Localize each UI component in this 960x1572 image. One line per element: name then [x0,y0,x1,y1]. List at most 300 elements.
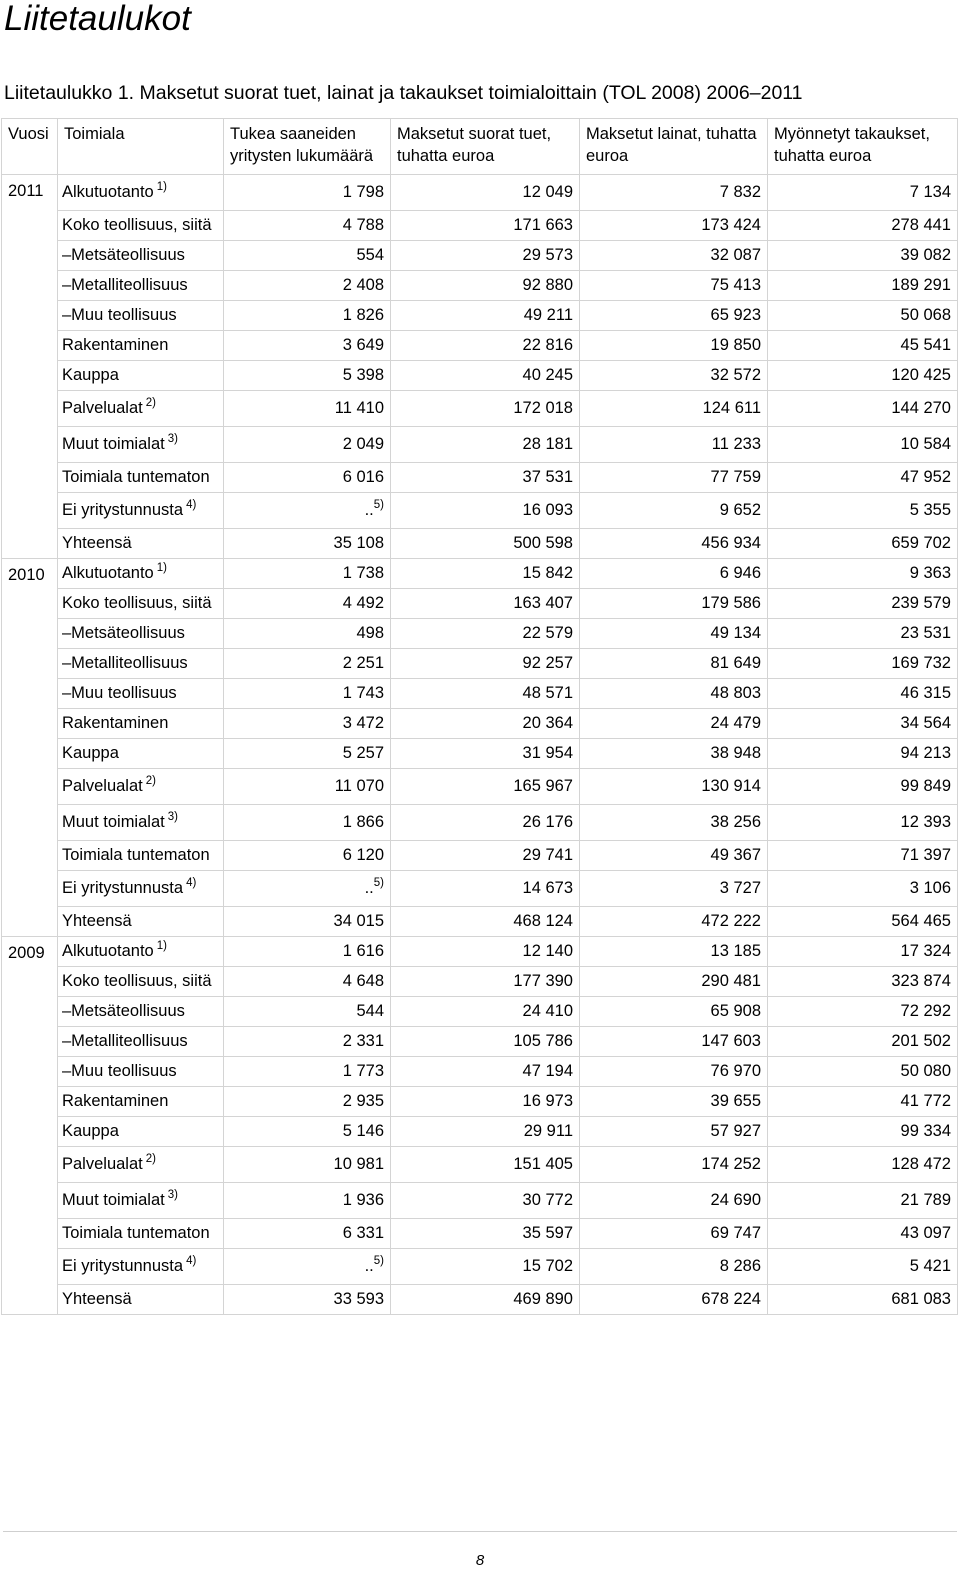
data-table [1,118,958,1315]
loans-value: 49 367 [710,846,761,864]
loans-cell [580,739,768,769]
header-sector: Toimiala [58,119,224,175]
table-row [2,739,958,769]
direct-cell [391,559,580,589]
sector-cell [58,175,224,211]
loans-value: 24 479 [710,714,761,732]
companies-cell [224,331,391,361]
direct-value: 92 257 [522,654,573,672]
table-row [2,619,958,649]
sector-label: –Metalliteollisuus [62,1032,188,1050]
direct-value: 48 571 [522,684,573,702]
footnote-marker: 4) [186,1255,197,1267]
table-row [2,1219,958,1249]
companies-cell [224,769,391,805]
loans-value: 456 934 [701,534,761,552]
sector-label: Koko teollisuus, siitä [62,216,212,234]
loans-value: 38 256 [710,813,761,831]
sector-cell [58,805,224,841]
guarantees-cell [768,1219,958,1249]
table-row [2,997,958,1027]
loans-value: 57 927 [710,1122,761,1140]
page-heading: Liitetaulukot [4,0,191,38]
table-row [2,175,958,211]
header-guarantees: Myönnetyt takaukset, tuhatta euroa [768,119,958,175]
table-row [2,391,958,427]
direct-value: 29 573 [522,246,573,264]
loans-value: 8 286 [719,1257,761,1275]
sector-cell [58,709,224,739]
direct-cell [391,1219,580,1249]
companies-value: 498 [356,624,384,642]
table-row [2,769,958,805]
companies-cell [224,175,391,211]
direct-value: 26 176 [522,813,573,831]
loans-value: 65 908 [710,1002,761,1020]
companies-value: 5 257 [342,744,384,762]
sector-cell [58,649,224,679]
sector-cell [58,1027,224,1057]
guarantees-cell [768,619,958,649]
table-row [2,589,958,619]
header-year: Vuosi [2,119,58,175]
loans-cell [580,175,768,211]
sector-label: Ei yritystunnusta [62,879,184,897]
loans-cell [580,559,768,589]
sector-label: –Metalliteollisuus [62,654,188,672]
companies-value: 1 798 [342,183,384,201]
guarantees-value: 189 291 [891,276,951,294]
direct-cell [391,649,580,679]
footnote-marker: 3) [167,811,178,823]
loans-value: 179 586 [701,594,761,612]
sector-label: Koko teollisuus, siitä [62,972,212,990]
sector-cell [58,739,224,769]
guarantees-value: 94 213 [900,744,951,762]
companies-cell [224,907,391,937]
guarantees-cell [768,871,958,907]
sector-cell [58,967,224,997]
footnote-marker: 5) [373,1255,384,1267]
guarantees-cell [768,463,958,493]
direct-value: 31 954 [522,744,573,762]
direct-cell [391,841,580,871]
sector-label: Palvelualat [62,399,143,417]
direct-value: 500 598 [513,534,573,552]
loans-value: 32 087 [710,246,761,264]
direct-value: 24 410 [522,1002,573,1020]
sector-cell [58,301,224,331]
sector-label: Kauppa [62,744,119,762]
sector-label: Yhteensä [62,1290,132,1308]
direct-cell [391,997,580,1027]
loans-cell [580,427,768,463]
guarantees-cell [768,331,958,361]
table-row [2,1285,958,1315]
direct-cell [391,967,580,997]
direct-value: 14 673 [522,879,573,897]
footer-divider [3,1531,957,1532]
companies-cell [224,679,391,709]
sector-cell [58,529,224,559]
direct-value: 16 093 [522,501,573,519]
guarantees-value: 323 874 [891,972,951,990]
loans-value: 678 224 [701,1290,761,1308]
companies-value: 1 866 [342,813,384,831]
companies-cell [224,1249,391,1285]
guarantees-value: 144 270 [891,399,951,417]
direct-cell [391,463,580,493]
companies-value: 1 738 [342,564,384,582]
sector-cell [58,493,224,529]
guarantees-value: 47 952 [900,468,951,486]
companies-value: 1 826 [342,306,384,324]
loans-cell [580,907,768,937]
companies-value: 4 492 [342,594,384,612]
table-title: Liitetaulukko 1. Maksetut suorat tuet, lainat ja takaukset toimialoittain (TOL 2008) 2006–2011 [4,82,803,104]
loans-cell [580,301,768,331]
loans-value: 75 413 [710,276,761,294]
footnote-marker: 3) [167,1189,178,1201]
sector-cell [58,589,224,619]
sector-label: Palvelualat [62,777,143,795]
companies-cell [224,619,391,649]
sector-label: –Metsäteollisuus [62,624,185,642]
sector-label: Toimiala tuntematon [62,468,210,486]
sector-label: Alkutuotanto [62,942,154,960]
loans-cell [580,619,768,649]
sector-cell [58,331,224,361]
sector-label: –Metsäteollisuus [62,1002,185,1020]
direct-cell [391,1027,580,1057]
loans-cell [580,463,768,493]
footnote-marker: 4) [186,499,197,511]
guarantees-value: 71 397 [900,846,951,864]
direct-cell [391,529,580,559]
direct-cell [391,175,580,211]
table-row [2,271,958,301]
companies-cell [224,271,391,301]
guarantees-value: 169 732 [891,654,951,672]
table-row [2,937,958,967]
companies-cell [224,739,391,769]
table-row [2,1057,958,1087]
sector-label: Toimiala tuntematon [62,1224,210,1242]
companies-cell [224,1057,391,1087]
table-row [2,331,958,361]
page-number: 8 [475,1552,485,1569]
direct-value: 105 786 [513,1032,573,1050]
sector-cell [58,997,224,1027]
guarantees-value: 120 425 [891,366,951,384]
companies-cell [224,361,391,391]
guarantees-cell [768,805,958,841]
sector-cell [58,871,224,907]
guarantees-value: 23 531 [900,624,951,642]
loans-value: 290 481 [701,972,761,990]
companies-cell [224,301,391,331]
companies-value: 6 120 [342,846,384,864]
sector-cell [58,1117,224,1147]
loans-cell [580,997,768,1027]
direct-cell [391,679,580,709]
direct-cell [391,769,580,805]
sector-cell [58,769,224,805]
loans-cell [580,391,768,427]
companies-value: .. [364,879,374,897]
loans-cell [580,331,768,361]
direct-cell [391,271,580,301]
companies-cell [224,463,391,493]
header-loans: Maksetut lainat, tuhatta euroa [580,119,768,175]
loans-cell [580,1117,768,1147]
table-row [2,1027,958,1057]
direct-value: 15 702 [522,1257,573,1275]
companies-value: 3 472 [342,714,384,732]
footnote-marker: 2) [145,397,156,409]
loans-cell [580,589,768,619]
loans-value: 9 652 [719,501,761,519]
direct-cell [391,907,580,937]
direct-value: 165 967 [513,777,573,795]
guarantees-value: 12 393 [900,813,951,831]
loans-cell [580,709,768,739]
guarantees-value: 43 097 [900,1224,951,1242]
sector-cell [58,1249,224,1285]
guarantees-cell [768,1183,958,1219]
guarantees-cell [768,709,958,739]
sector-label: Muut toimialat [62,435,165,453]
companies-value: 33 593 [333,1290,384,1308]
loans-value: 173 424 [701,216,761,234]
direct-cell [391,619,580,649]
guarantees-value: 99 334 [900,1122,951,1140]
loans-cell [580,493,768,529]
guarantees-value: 128 472 [891,1155,951,1173]
loans-cell [580,1057,768,1087]
table-row [2,211,958,241]
guarantees-value: 564 465 [891,912,951,930]
sector-label: –Muu teollisuus [62,1062,177,1080]
direct-cell [391,427,580,463]
direct-cell [391,391,580,427]
companies-cell [224,559,391,589]
guarantees-cell [768,967,958,997]
footnote-marker: 1) [156,562,167,574]
companies-cell [224,841,391,871]
companies-value: 5 398 [342,366,384,384]
table-row [2,1183,958,1219]
direct-value: 35 597 [522,1224,573,1242]
guarantees-value: 21 789 [900,1191,951,1209]
loans-value: 69 747 [710,1224,761,1242]
companies-value: 1 616 [342,942,384,960]
direct-value: 171 663 [513,216,573,234]
sector-label: –Muu teollisuus [62,306,177,324]
guarantees-cell [768,391,958,427]
loans-cell [580,1219,768,1249]
direct-value: 92 880 [522,276,573,294]
loans-cell [580,1147,768,1183]
sector-cell [58,907,224,937]
sector-label: Rakentaminen [62,336,169,354]
footnote-marker: 3) [167,433,178,445]
table-row [2,805,958,841]
guarantees-cell [768,1285,958,1315]
footnote-marker: 1) [156,181,167,193]
direct-value: 163 407 [513,594,573,612]
guarantees-cell [768,769,958,805]
guarantees-cell [768,907,958,937]
loans-value: 174 252 [701,1155,761,1173]
companies-cell [224,391,391,427]
guarantees-cell [768,211,958,241]
loans-cell [580,1285,768,1315]
footnote-marker: 5) [373,877,384,889]
table-row [2,967,958,997]
companies-cell [224,709,391,739]
direct-value: 22 816 [522,336,573,354]
sector-cell [58,1285,224,1315]
loans-value: 38 948 [710,744,761,762]
guarantees-value: 17 324 [900,942,951,960]
guarantees-cell [768,1249,958,1285]
sector-label: Kauppa [62,366,119,384]
guarantees-cell [768,1027,958,1057]
companies-cell [224,1027,391,1057]
loans-value: 24 690 [710,1191,761,1209]
sector-cell [58,559,224,589]
guarantees-cell [768,937,958,967]
table-row [2,1147,958,1183]
guarantees-cell [768,427,958,463]
direct-value: 468 124 [513,912,573,930]
companies-cell [224,241,391,271]
loans-cell [580,967,768,997]
companies-value: 4 788 [342,216,384,234]
sector-label: Koko teollisuus, siitä [62,594,212,612]
loans-value: 81 649 [710,654,761,672]
header-direct-support: Maksetut suorat tuet, tuhatta euroa [391,119,580,175]
guarantees-cell [768,739,958,769]
loans-value: 3 727 [719,879,761,897]
guarantees-cell [768,997,958,1027]
guarantees-cell [768,1057,958,1087]
companies-cell [224,997,391,1027]
guarantees-value: 50 080 [900,1062,951,1080]
companies-value: 11 410 [334,399,384,417]
loans-cell [580,679,768,709]
guarantees-value: 659 702 [891,534,951,552]
companies-value: .. [364,501,374,519]
companies-value: 35 108 [333,534,384,552]
loans-cell [580,361,768,391]
guarantees-cell [768,361,958,391]
loans-cell [580,871,768,907]
guarantees-value: 278 441 [891,216,951,234]
direct-cell [391,211,580,241]
guarantees-cell [768,589,958,619]
guarantees-value: 50 068 [900,306,951,324]
sector-label: –Metalliteollisuus [62,276,188,294]
direct-value: 30 772 [522,1191,573,1209]
loans-value: 39 655 [710,1092,761,1110]
companies-cell [224,967,391,997]
direct-cell [391,301,580,331]
sector-cell [58,841,224,871]
guarantees-value: 45 541 [900,336,951,354]
year-cell: 2011 [2,175,58,559]
loans-cell [580,211,768,241]
guarantees-value: 5 355 [909,501,951,519]
sector-label: Rakentaminen [62,714,169,732]
direct-value: 12 049 [522,183,573,201]
guarantees-cell [768,649,958,679]
guarantees-value: 10 584 [900,435,951,453]
guarantees-value: 9 363 [909,564,951,582]
direct-cell [391,1249,580,1285]
table-row [2,709,958,739]
sector-label: Kauppa [62,1122,119,1140]
companies-value: .. [364,1257,374,1275]
direct-cell [391,937,580,967]
direct-value: 28 181 [522,435,573,453]
table-row [2,841,958,871]
sector-label: Rakentaminen [62,1092,169,1110]
guarantees-value: 7 134 [909,183,951,201]
table-row [2,559,958,589]
table-header [2,119,958,175]
guarantees-value: 39 082 [900,246,951,264]
companies-cell [224,529,391,559]
sector-cell [58,1057,224,1087]
guarantees-value: 99 849 [900,777,951,795]
header-companies: Tukea saaneiden yritysten lukumäärä [224,119,391,175]
direct-value: 172 018 [513,399,573,417]
direct-cell [391,361,580,391]
sector-label: Muut toimialat [62,1191,165,1209]
table-body [2,175,958,1315]
sector-cell [58,937,224,967]
direct-value: 29 911 [523,1122,573,1140]
loans-value: 472 222 [701,912,761,930]
companies-cell [224,1285,391,1315]
sector-label: Alkutuotanto [62,183,154,201]
direct-value: 47 194 [522,1062,573,1080]
companies-value: 1 743 [342,684,384,702]
footnote-marker: 2) [145,775,156,787]
direct-value: 37 531 [522,468,573,486]
table-row [2,1087,958,1117]
direct-value: 49 211 [523,306,573,324]
guarantees-cell [768,241,958,271]
table-row [2,679,958,709]
guarantees-value: 46 315 [900,684,951,702]
companies-value: 1 936 [342,1191,384,1209]
companies-cell [224,589,391,619]
table-row [2,463,958,493]
direct-value: 40 245 [522,366,573,384]
direct-cell [391,739,580,769]
direct-cell [391,493,580,529]
table-row [2,871,958,907]
loans-value: 124 611 [702,399,761,417]
direct-value: 151 405 [513,1155,573,1173]
loans-value: 48 803 [710,684,761,702]
companies-cell [224,871,391,907]
sector-label: Muut toimialat [62,813,165,831]
loans-cell [580,769,768,805]
